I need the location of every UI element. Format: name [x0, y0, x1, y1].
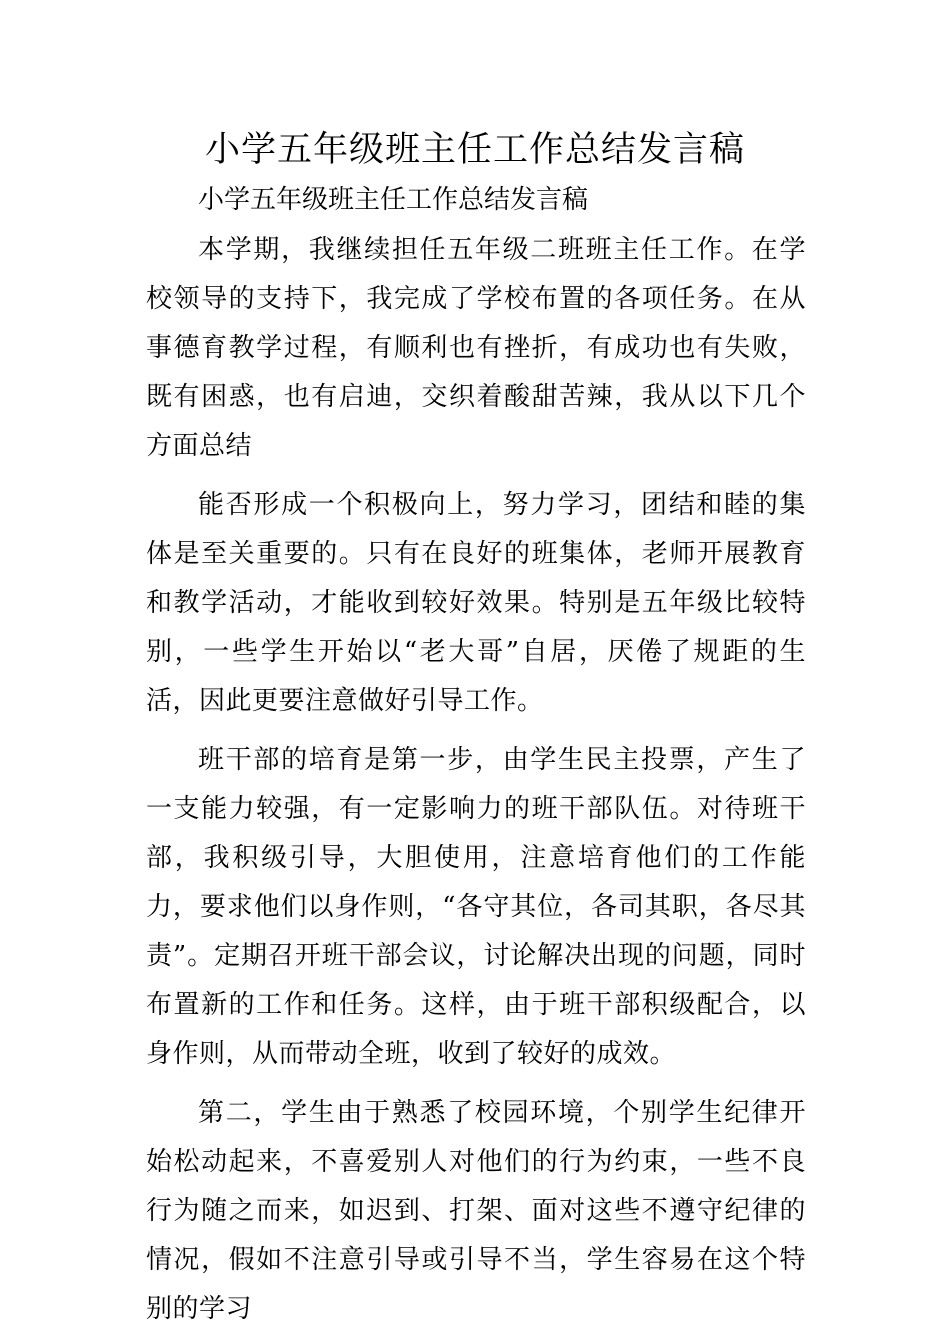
paragraph: 本学期，我继续担任五年级二班班主任工作。在学校领导的支持下，我完成了学校布置的各项任务。在从事德育教学过程，有顺利也有挫折，有成功也有失败，既有困惑，也有启迪，交织着酸甜苦辣，我从以下几个方面总结: [146, 235, 806, 461]
document-title: 小学五年级班主任工作总结发言稿: [204, 130, 745, 170]
document-subtitle: 小学五年级班主任工作总结发言稿: [198, 185, 589, 215]
paragraph: 第二，学生由于熟悉了校园环境，个别学生纪律开始松动起来，不喜爱别人对他们的行为约束，一些不良行为随之而来，如迟到、打架、面对这些不遵守纪律的情况，假如不注意引导或引导不当，学生容易在这个特别的学习: [146, 1098, 806, 1324]
paragraph: 班干部的培育是第一步，由学生民主投票，产生了一支能力较强，有一定影响力的班干部队伍。对待班干部，我积级引导，大胆使用，注意培育他们的工作能力，要求他们以身作则，“各守其位，各司其职，各尽其责”。定期召开班干部会议，讨论解决出现的问题，同时布置新的工作和任务。这样，由于班干部积级配合，以身作则，从而带动全班，收到了较好的成效。: [146, 745, 806, 1069]
paragraph: 能否形成一个积极向上，努力学习，团结和睦的集体是至关重要的。只有在良好的班集体，老师开展教育和教学活动，才能收到较好效果。特别是五年级比较特别，一些学生开始以“老大哥”自居，厌倦了规距的生活，因此更要注意做好引导工作。: [146, 490, 806, 716]
document-body: [146, 226, 806, 1344]
